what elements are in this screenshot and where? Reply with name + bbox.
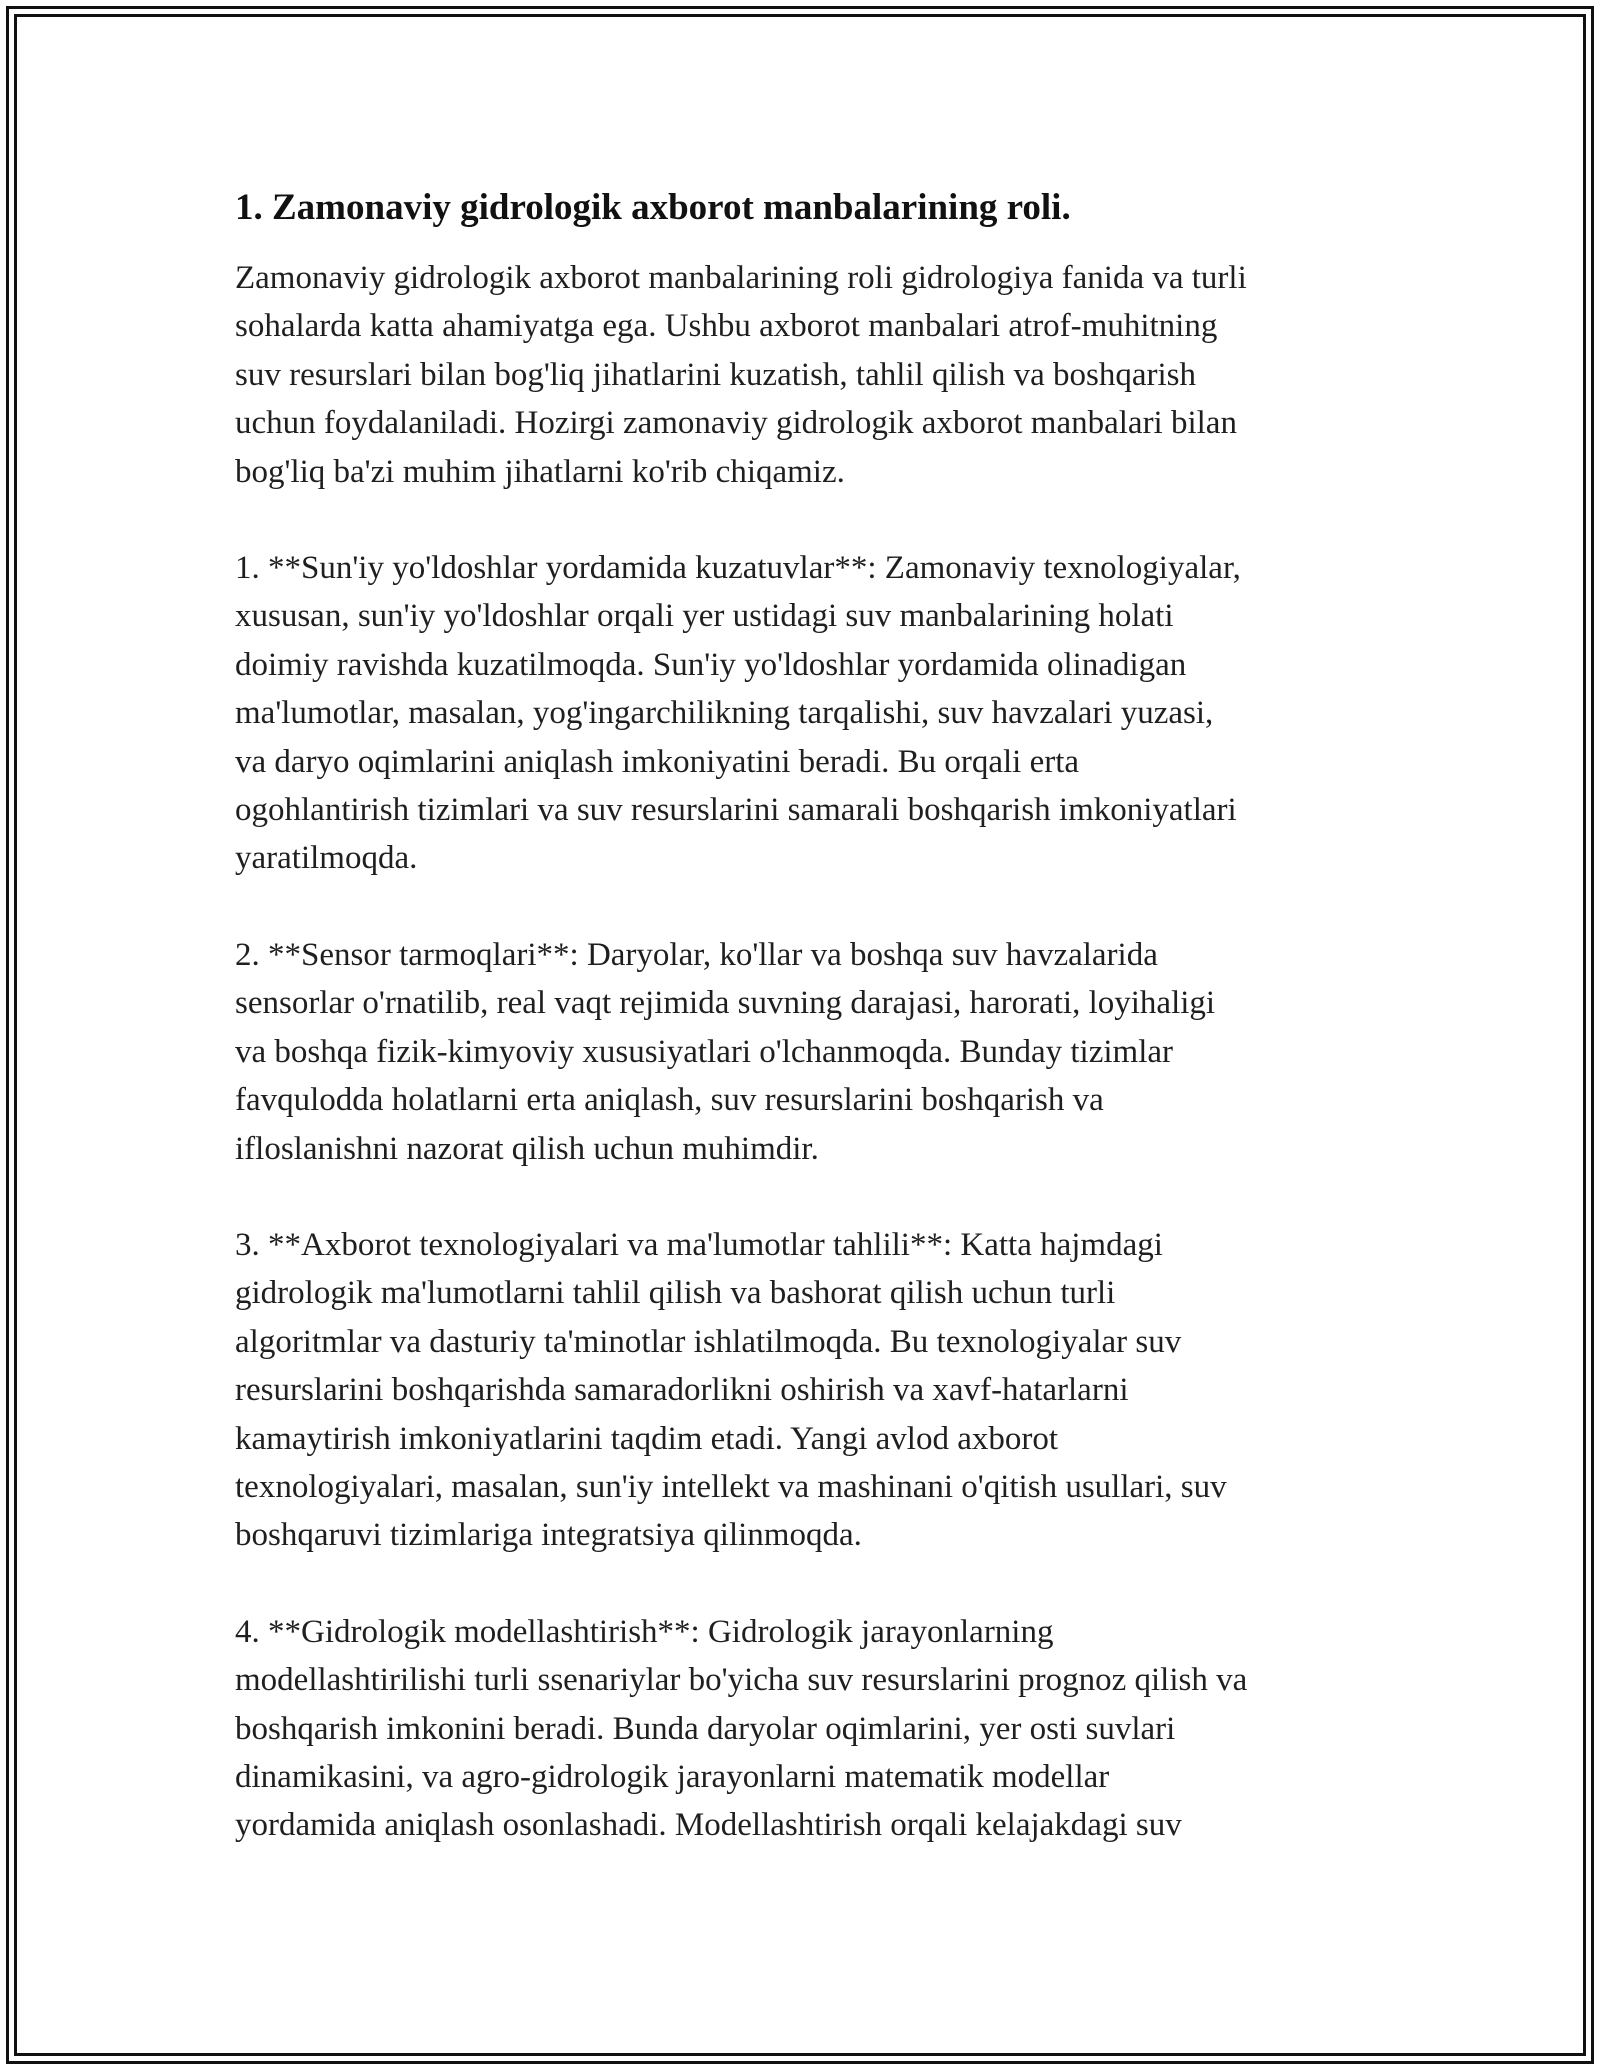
text-line: 2. **Sensor tarmoqlari**: Daryolar, ko'llar va boshqa suv havzalarida bbox=[235, 936, 1158, 973]
paragraph-hydrological-modelling bbox=[235, 1608, 1375, 1850]
text-line: xususan, sun'iy yo'ldoshlar orqali yer ustidagi suv manbalarining holati bbox=[235, 598, 1174, 635]
text-line: 4. **Gidrologik modellashtirish**: Gidrologik jarayonlarning bbox=[235, 1613, 1054, 1650]
text-line: kamaytirish imkoniyatlarini taqdim etadi. Yangi avlod axborot bbox=[235, 1420, 1059, 1457]
text-line: boshqarish imkonini beradi. Bunda daryolar oqimlarini, yer osti suvlari bbox=[235, 1710, 1176, 1747]
text-line: resurslarini boshqarishda samaradorlikni oshirish va xavf-hatarlarni bbox=[235, 1372, 1129, 1409]
text-line: doimiy ravishda kuzatilmoqda. Sun'iy yo'ldoshlar yordamida olinadigan bbox=[235, 646, 1187, 683]
text-line: bog'liq ba'zi muhim jihatlarni ko'rib chiqamiz. bbox=[235, 453, 845, 490]
text-line: va boshqa fizik-kimyoviy xususiyatlari o'lchanmoqda. Bunday tizimlar bbox=[235, 1033, 1174, 1070]
text-line: gidrologik ma'lumotlarni tahlil qilish va bashorat qilish uchun turli bbox=[235, 1275, 1116, 1312]
intro-paragraph bbox=[235, 254, 1375, 496]
text-line: sohalarda katta ahamiyatga ega. Ushbu axborot manbalari atrof-muhitning bbox=[235, 308, 1218, 345]
text-line: 1. **Sun'iy yo'ldoshlar yordamida kuzatuvlar**: Zamonaviy texnologiyalar, bbox=[235, 550, 1241, 587]
text-line: ifloslanishni nazorat qilish uchun muhimdir. bbox=[235, 1130, 819, 1167]
text-line: yaratilmoqda. bbox=[235, 840, 418, 877]
section-heading: 1. Zamonaviy gidrologik axborot manbalarining roli. bbox=[235, 187, 1071, 228]
text-line: Zamonaviy gidrologik axborot manbalarining roli gidrologiya fanida va turli bbox=[235, 260, 1247, 296]
text-line: texnologiyalari, masalan, sun'iy intellekt va mashinani o'qitish usullari, suv bbox=[235, 1468, 1227, 1505]
paragraph-information-technology bbox=[235, 1221, 1375, 1560]
text-line: 3. **Axborot texnologiyalari va ma'lumotlar tahlili**: Katta hajmdagi bbox=[235, 1226, 1163, 1263]
text-line: va daryo oqimlarini aniqlash imkoniyatini beradi. Bu orqali erta bbox=[235, 743, 1080, 780]
text-line: modellashtirilishi turli ssenariylar bo'yicha suv resurslarini prognoz qilish va bbox=[235, 1662, 1248, 1699]
paragraph-satellite-observations bbox=[235, 544, 1375, 883]
text-line: ogohlantirish tizimlari va suv resurslarini samarali boshqarish imkoniyatlari bbox=[235, 792, 1237, 829]
text-line: algoritmlar va dasturiy ta'minotlar ishlatilmoqda. Bu texnologiyalar suv bbox=[235, 1323, 1182, 1360]
text-line: yordamida aniqlash osonlashadi. Modellashtirish orqali kelajakdagi suv bbox=[235, 1807, 1182, 1844]
text-line: sensorlar o'rnatilib, real vaqt rejimida suvning darajasi, harorati, loyihaligi bbox=[235, 985, 1216, 1022]
text-line: dinamikasini, va agro-gidrologik jarayonlarni matematik modellar bbox=[235, 1758, 1110, 1795]
text-line: ma'lumotlar, masalan, yog'ingarchilikning tarqalishi, suv havzalari yuzasi, bbox=[235, 695, 1214, 732]
document-body bbox=[235, 184, 1375, 1898]
text-line: suv resurslari bilan bog'liq jihatlarini kuzatish, tahlil qilish va boshqarish bbox=[235, 356, 1196, 393]
text-line: favqulodda holatlarni erta aniqlash, suv resurslarini boshqarish va bbox=[235, 1082, 1104, 1119]
text-line: uchun foydalaniladi. Hozirgi zamonaviy gidrologik axborot manbalari bilan bbox=[235, 405, 1237, 442]
paragraph-sensor-networks bbox=[235, 931, 1375, 1173]
text-line: boshqaruvi tizimlariga integratsiya qilinmoqda. bbox=[235, 1517, 862, 1554]
